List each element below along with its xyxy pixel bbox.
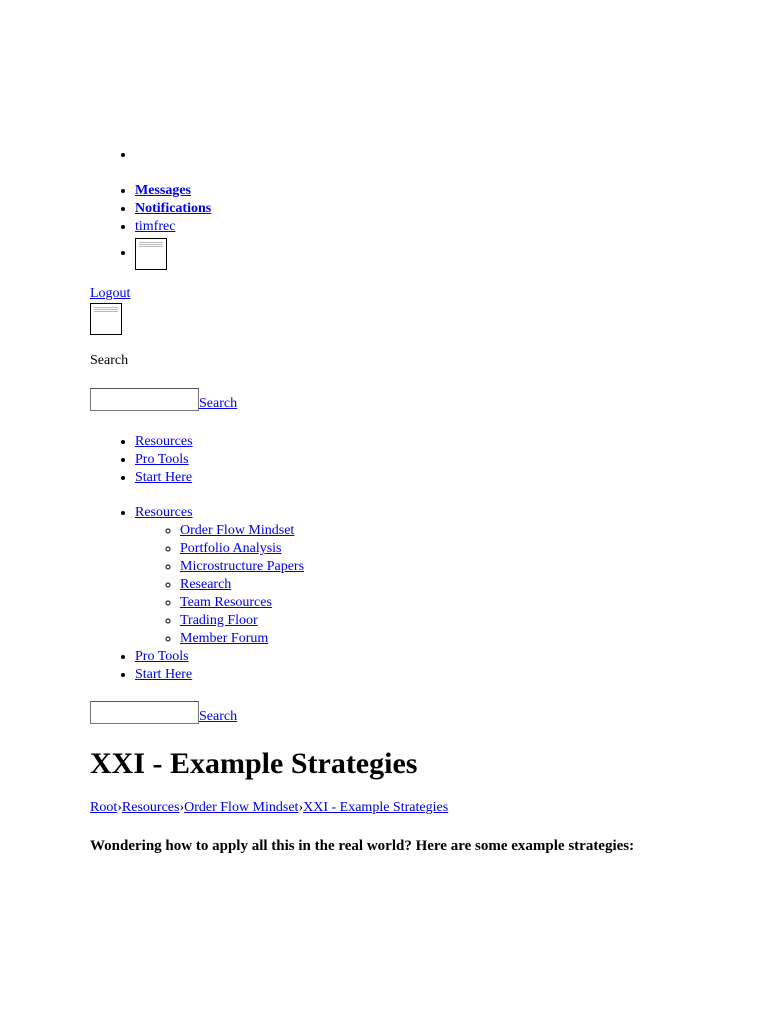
breadcrumb-current[interactable]: XXI - Example Strategies <box>303 800 449 815</box>
notifications-link[interactable]: Notifications <box>135 201 212 216</box>
messages-link[interactable]: Messages <box>135 183 191 198</box>
submenu-link-trading-floor[interactable]: Trading Floor <box>180 613 258 628</box>
submenu-item-order-flow-mindset <box>180 522 304 540</box>
top-nav <box>90 433 193 487</box>
submenu-item-research <box>180 576 304 594</box>
submenu-item-microstructure-papers <box>180 558 304 576</box>
logo-image <box>90 303 122 335</box>
breadcrumb-order-flow-mindset[interactable]: Order Flow Mindset <box>184 800 299 815</box>
submenu-link-portfolio-analysis[interactable]: Portfolio Analysis <box>180 541 282 556</box>
breadcrumb-root[interactable]: Root <box>90 800 118 815</box>
breadcrumb-resources[interactable]: Resources <box>121 800 180 815</box>
page-title: XXI - Example Strategies <box>90 747 418 780</box>
top-nav-link-start-here[interactable]: Start Here <box>135 470 193 485</box>
search-label: Search <box>90 353 129 368</box>
submenu-link-research[interactable]: Research <box>180 577 232 592</box>
user-nav-item-notifications <box>135 200 211 218</box>
user-nav-item-username <box>135 218 211 236</box>
menu-item-start-here <box>135 666 304 684</box>
submenu-link-team-resources[interactable]: Team Resources <box>180 595 272 610</box>
submenu-link-microstructure-papers[interactable]: Microstructure Papers <box>180 559 305 574</box>
search-button[interactable]: Search <box>199 396 238 411</box>
user-nav <box>90 182 211 270</box>
search-input[interactable] <box>90 388 199 411</box>
menu-link-start-here[interactable]: Start Here <box>135 667 193 682</box>
logout-area <box>90 285 130 335</box>
breadcrumb <box>90 799 448 817</box>
submenu-item-trading-floor <box>180 612 304 630</box>
empty-nav-list <box>90 146 135 164</box>
search-form-secondary <box>90 701 237 724</box>
submenu-item-portfolio-analysis <box>180 540 304 558</box>
avatar[interactable] <box>135 238 167 270</box>
top-nav-link-pro-tools[interactable]: Pro Tools <box>135 452 189 467</box>
search-form <box>90 388 237 411</box>
menu-link-resources[interactable]: Resources <box>135 505 193 520</box>
search-button-secondary[interactable]: Search <box>199 709 238 724</box>
breadcrumb-separator: › <box>298 800 304 815</box>
username-link[interactable]: timfrec <box>135 219 176 234</box>
logout-link[interactable]: Logout <box>90 286 131 301</box>
breadcrumb-separator: › <box>117 800 122 815</box>
top-nav-item-pro-tools <box>135 451 193 469</box>
top-nav-item-start-here <box>135 469 193 487</box>
breadcrumb-separator: › <box>179 800 185 815</box>
submenu-link-order-flow-mindset[interactable]: Order Flow Mindset <box>180 523 295 538</box>
main-menu <box>90 504 304 684</box>
submenu-item-member-forum <box>180 630 304 648</box>
menu-link-pro-tools[interactable]: Pro Tools <box>135 649 189 664</box>
menu-item-pro-tools <box>135 648 304 666</box>
user-nav-item-avatar <box>135 236 211 270</box>
search-input-secondary[interactable] <box>90 701 199 724</box>
resources-submenu <box>135 522 304 648</box>
top-nav-item-resources <box>135 433 193 451</box>
menu-item-resources <box>135 504 304 648</box>
top-nav-link-resources[interactable]: Resources <box>135 434 193 449</box>
submenu-link-member-forum[interactable]: Member Forum <box>180 631 269 646</box>
intro-text: Wondering how to apply all this in the real world? Here are some example strategies: <box>90 838 635 854</box>
submenu-item-team-resources <box>180 594 304 612</box>
user-nav-item-messages <box>135 182 211 200</box>
